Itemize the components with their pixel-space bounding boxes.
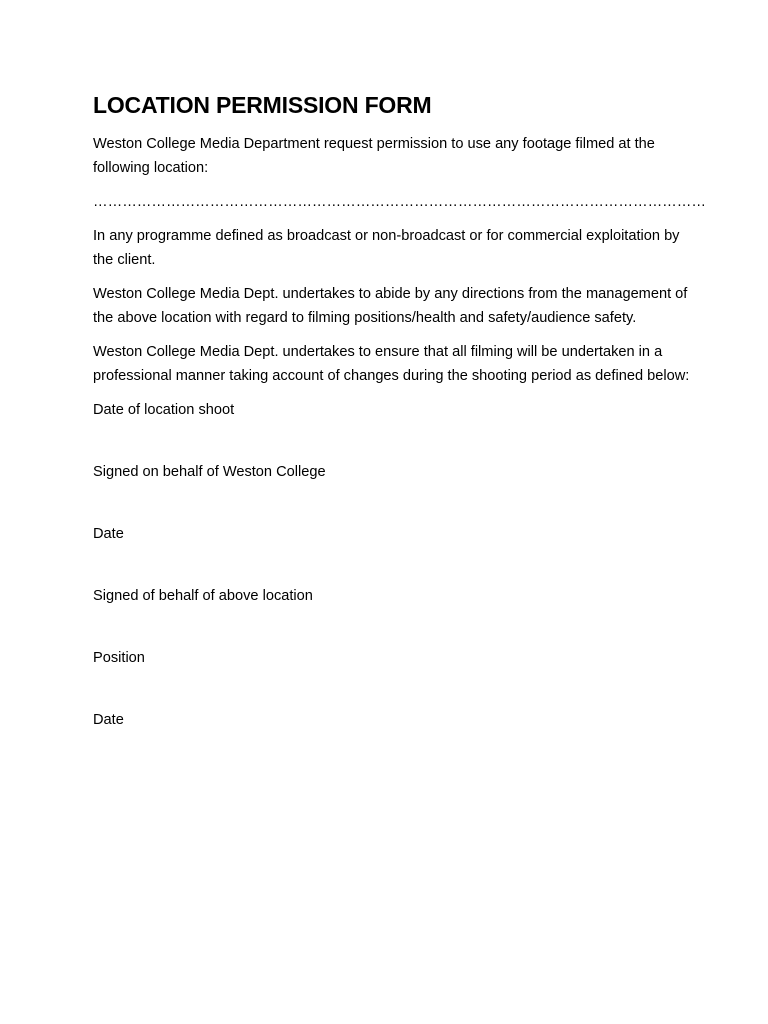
broadcast-paragraph: In any programme defined as broadcast or non-broadcast or for commercial exploitation by the client. — [93, 228, 680, 268]
document-page — [93, 90, 706, 770]
signed-college-label: Signed on behalf of Weston College — [93, 464, 326, 480]
document-title: LOCATION PERMISSION FORM — [93, 92, 432, 118]
date-of-shoot-label: Date of location shoot — [93, 402, 235, 418]
professional-paragraph: Weston College Media Dept. undertakes to ensure that all filming will be undertaken in a professional manner taking account of changes during the shooting period as defined below: — [93, 344, 690, 384]
signed-location-label: Signed of behalf of above location — [93, 588, 313, 604]
position-label: Position — [93, 650, 145, 666]
location-dotted-line: ……………………………………………………………………………………………………………… — [93, 194, 706, 210]
directions-paragraph: Weston College Media Dept. undertakes to abide by any directions from the management of the above location with regard to filming positions/health and safety/audience safety. — [93, 286, 688, 326]
intro-paragraph: Weston College Media Department request permission to use any footage filmed at the following location: — [93, 136, 655, 176]
date-label-1: Date — [93, 526, 124, 542]
date-label-2: Date — [93, 712, 124, 728]
